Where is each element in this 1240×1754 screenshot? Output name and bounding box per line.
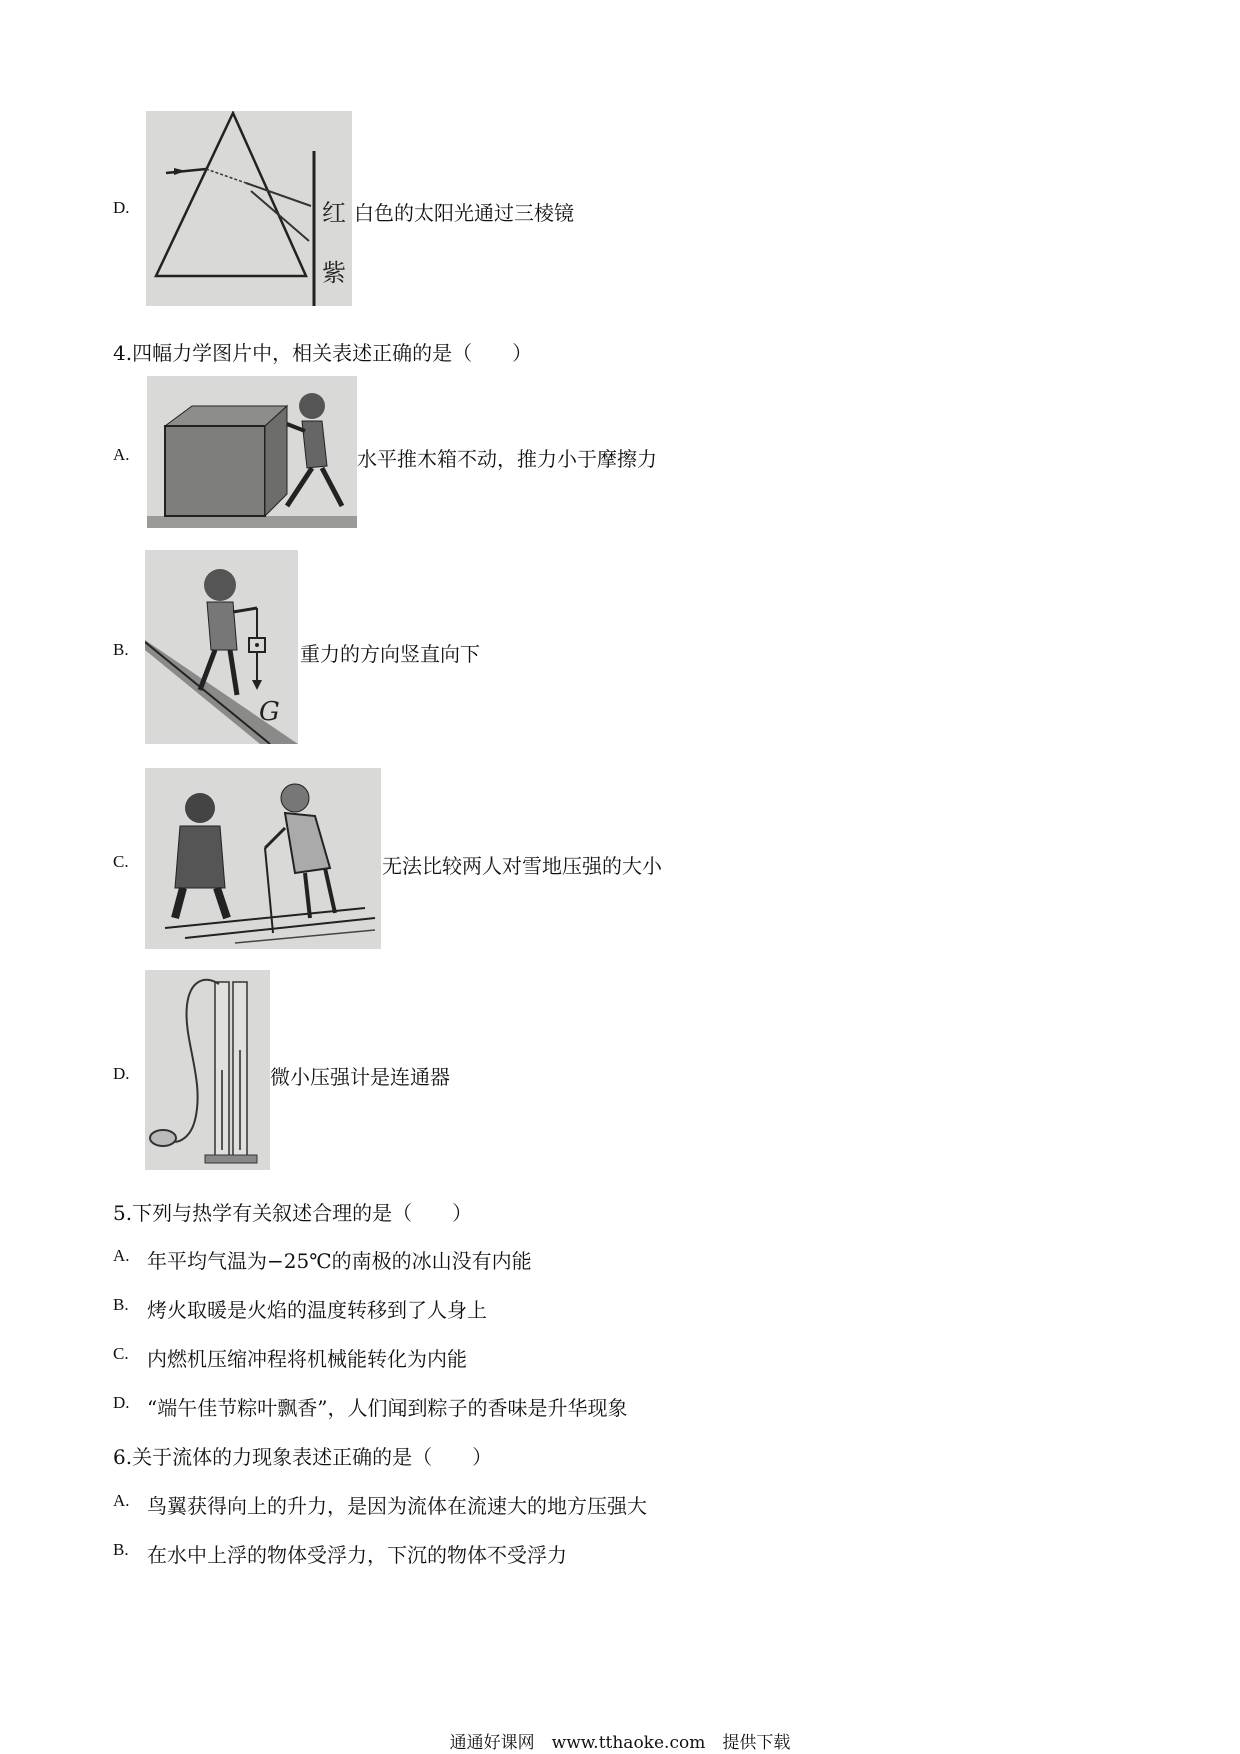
option-text: 烤火取暖是火焰的温度转移到了人身上 [147, 1298, 487, 1322]
question-6-stem: 6.关于流体的力现象表述正确的是（ ） [113, 1445, 493, 1469]
option-text: 在水中上浮的物体受浮力，下沉的物体不受浮力 [147, 1543, 567, 1567]
option-text: 内燃机压缩冲程将机械能转化为内能 [147, 1347, 467, 1371]
red-label: 红 [322, 199, 346, 227]
option-letter: B. [113, 1295, 129, 1314]
gravity-figure [145, 550, 298, 744]
option-letter: B. [113, 1540, 129, 1559]
option-text: 重力的方向竖直向下 [300, 642, 480, 666]
option-text: 微小压强计是连通器 [270, 1065, 450, 1089]
option-letter: D. [113, 198, 130, 217]
option-letter: B. [113, 640, 129, 659]
push-box-figure [147, 376, 357, 528]
option-letter: C. [113, 852, 129, 871]
option-text: 水平推木箱不动，推力小于摩擦力 [357, 447, 657, 471]
page-footer: 通通好课网 www.tthaoke.com 提供下载 [449, 1733, 791, 1753]
option-letter: A. [113, 445, 130, 464]
purple-label: 紫 [322, 259, 346, 287]
gravity-label: G [259, 697, 280, 727]
option-text: 白色的太阳光通过三棱镜 [354, 201, 574, 225]
prism-figure [146, 111, 352, 306]
option-text: 鸟翼获得向上的升力，是因为流体在流速大的地方压强大 [147, 1494, 647, 1518]
option-text: 无法比较两人对雪地压强的大小 [382, 854, 662, 878]
option-text: “端午佳节粽叶飘香”，人们闻到粽子的香味是升华现象 [147, 1396, 628, 1420]
option-letter: A. [113, 1491, 130, 1510]
snow-figure [145, 768, 381, 949]
option-letter: A. [113, 1246, 130, 1265]
option-letter: D. [113, 1064, 130, 1083]
option-letter: D. [113, 1393, 130, 1412]
question-4-stem: 4.四幅力学图片中，相关表述正确的是（ ） [113, 341, 533, 365]
option-text: 年平均气温为−25℃的南极的冰山没有内能 [147, 1249, 532, 1273]
option-letter: C. [113, 1344, 129, 1363]
manometer-figure [145, 970, 270, 1170]
question-5-stem: 5.下列与热学有关叙述合理的是（ ） [113, 1201, 473, 1225]
